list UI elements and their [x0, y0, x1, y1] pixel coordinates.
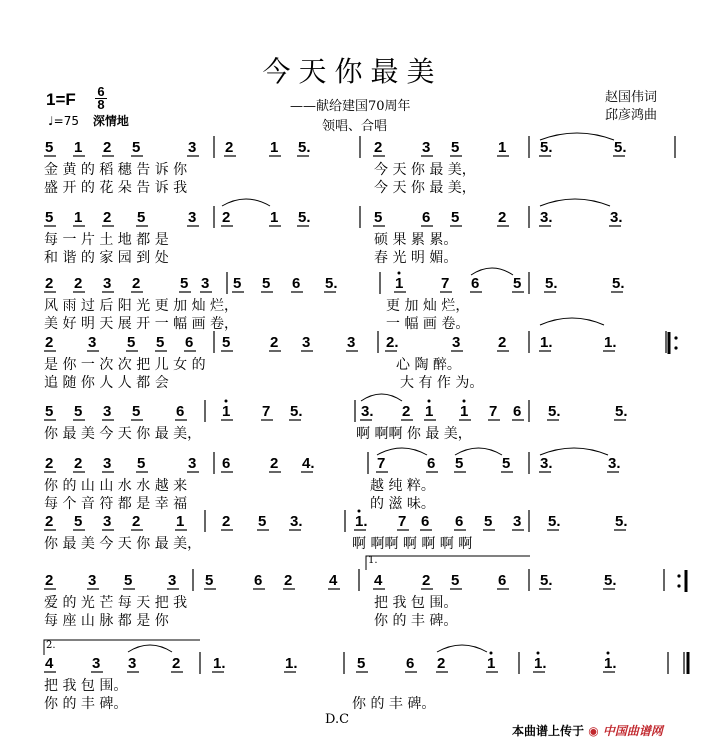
note: 4 — [45, 655, 54, 672]
note: 3 — [103, 455, 112, 472]
note: 5. — [290, 403, 303, 420]
note: 1 — [498, 139, 507, 156]
note: 3 — [452, 334, 461, 351]
note: 6 — [513, 403, 522, 420]
note: 5 — [74, 513, 83, 530]
note: 1 — [74, 139, 83, 156]
note: 2 — [132, 513, 141, 530]
note: 3 — [201, 275, 210, 292]
note: 2 — [103, 139, 112, 156]
lyric-verse-2: 你 的 丰 碑。 — [44, 696, 128, 712]
note: 2 — [270, 455, 279, 472]
note: 2 — [374, 139, 383, 156]
note: 1 — [176, 513, 185, 530]
footer-brand: 中国曲谱网 — [602, 724, 663, 738]
note: 2 — [422, 572, 431, 589]
high-octave-dot — [490, 652, 493, 655]
lyricist: 赵国伟词 — [605, 90, 658, 105]
high-octave-dot — [537, 652, 540, 655]
note: 5. — [548, 513, 561, 530]
note: 2 — [222, 209, 231, 226]
note: 5 — [374, 209, 383, 226]
note: 5 — [45, 139, 54, 156]
note: 4. — [302, 455, 315, 472]
lyric-verse-1: 是 你 一 次 次 把 儿 女 的 — [44, 357, 206, 373]
note: 3 — [128, 655, 137, 672]
note: 2 — [45, 334, 54, 351]
note: 6 — [176, 403, 185, 420]
note: 6 — [292, 275, 301, 292]
note: 7 — [441, 275, 450, 292]
note: 1. — [213, 655, 226, 672]
site-logo-icon: ◉ — [588, 724, 599, 738]
note: 5 — [455, 455, 464, 472]
repeat-dot — [677, 584, 680, 587]
note: 5. — [540, 572, 553, 589]
note: 5 — [132, 139, 141, 156]
note: 3 — [302, 334, 311, 351]
lyric-verse-2: 你 的 丰 碑。 — [352, 696, 436, 712]
note: 3. — [540, 455, 553, 472]
ending-1-label: 1. — [368, 555, 378, 566]
note: 3. — [290, 513, 303, 530]
note: 5. — [548, 403, 561, 420]
note: 1 — [270, 209, 279, 226]
ending-2-label: 2. — [46, 640, 56, 651]
note: 5 — [137, 455, 146, 472]
note: 5. — [615, 403, 628, 420]
note: 3 — [88, 572, 97, 589]
note: 1. — [285, 655, 298, 672]
note: 3 — [103, 275, 112, 292]
high-octave-dot — [398, 272, 401, 275]
note: 7 — [262, 403, 271, 420]
note: 2 — [74, 455, 83, 472]
tempo: ♩=75 — [48, 114, 79, 128]
tie-arc — [540, 318, 604, 325]
note: 5 — [451, 209, 460, 226]
lyric-verse-1: 你 最 美 今 天 你 最 美， — [44, 426, 202, 442]
repeat-dot — [677, 574, 680, 577]
note: 1. — [534, 655, 547, 672]
repeat-dot — [674, 346, 677, 349]
tie-arc — [540, 448, 608, 455]
lyric-verse-2: 美 好 明 天 展 开 一 幅 画 卷， — [44, 316, 239, 332]
note: 4 — [329, 572, 338, 589]
tie-arc — [437, 645, 487, 652]
note: 7 — [398, 513, 407, 530]
lyric-verse-1: 你 的 山 山 水 水 越 来 — [44, 478, 188, 494]
note: 5 — [74, 403, 83, 420]
note: 5 — [502, 455, 511, 472]
tie-arc — [361, 394, 402, 401]
lyric-verse-1: 更 加 灿 烂， — [386, 298, 470, 314]
note: 1 — [74, 209, 83, 226]
lyric-verse-1: 把 我 包 围。 — [374, 595, 458, 611]
lyric-verse-1: 硕 果 累 累。 — [374, 232, 458, 248]
note: 5. — [615, 513, 628, 530]
note: 2 — [45, 513, 54, 530]
note: 5 — [45, 403, 54, 420]
note: 6 — [185, 334, 194, 351]
note: 5. — [604, 572, 617, 589]
high-octave-dot — [607, 652, 610, 655]
note: 2 — [222, 513, 231, 530]
note: 5 — [124, 572, 133, 589]
note: 3 — [103, 403, 112, 420]
note: 5 — [357, 655, 366, 672]
note: 5 — [451, 139, 460, 156]
note: 1 — [270, 139, 279, 156]
note: 3 — [88, 334, 97, 351]
note: 5 — [45, 209, 54, 226]
note: 5 — [127, 334, 136, 351]
lyric-verse-1: 越 纯 粹。 — [370, 478, 435, 494]
note: 1. — [355, 513, 368, 530]
note: 2 — [45, 275, 54, 292]
note: 7 — [377, 455, 386, 472]
note: 2 — [225, 139, 234, 156]
note: 3 — [92, 655, 101, 672]
note: 1 — [425, 403, 434, 420]
lyric-verse-1: 今 天 你 最 美， — [374, 162, 476, 178]
subtitle: ——献给建国70周年 — [290, 99, 411, 114]
note: 3. — [610, 209, 623, 226]
note: 2 — [498, 209, 507, 226]
note: 5 — [484, 513, 493, 530]
note: 2 — [74, 275, 83, 292]
note: 3 — [188, 139, 197, 156]
note: 1 — [395, 275, 404, 292]
note: 5 — [513, 275, 522, 292]
note: 1 — [460, 403, 469, 420]
note: 2 — [172, 655, 181, 672]
note: 3 — [422, 139, 431, 156]
lyric-verse-1: 爱 的 光 芒 每 天 把 我 — [44, 595, 188, 611]
high-octave-dot — [463, 400, 466, 403]
high-octave-dot — [358, 510, 361, 513]
note: 2 — [270, 334, 279, 351]
note: 5. — [612, 275, 625, 292]
note: 5 — [233, 275, 242, 292]
lyric-verse-2: 每 座 山 脉 都 是 你 — [44, 613, 169, 629]
composer: 邱彦鸿曲 — [605, 108, 658, 123]
note: 1. — [604, 334, 617, 351]
note: 6 — [422, 209, 431, 226]
note: 2 — [45, 455, 54, 472]
note: 6 — [498, 572, 507, 589]
note: 5 — [205, 572, 214, 589]
note: 5. — [298, 209, 311, 226]
note: 2 — [498, 334, 507, 351]
note: 3. — [540, 209, 553, 226]
note: 6 — [455, 513, 464, 530]
note: 5 — [262, 275, 271, 292]
note: 1. — [604, 655, 617, 672]
footer-prefix: 本曲谱上传于 — [512, 724, 585, 738]
lyric-verse-1: 金 黄 的 稻 穗 告 诉 你 — [44, 162, 188, 178]
note: 5 — [222, 334, 231, 351]
lyric-verse-2: 一 幅 画 卷。 — [386, 316, 470, 332]
note: 2 — [103, 209, 112, 226]
lyric-verse-2: 今 天 你 最 美， — [374, 180, 476, 196]
note: 5 — [451, 572, 460, 589]
note: 6 — [421, 513, 430, 530]
high-octave-dot — [428, 400, 431, 403]
lyric-verse-2: 和 谐 的 家 园 到 处 — [44, 250, 169, 266]
note: 5 — [258, 513, 267, 530]
note: 2 — [132, 275, 141, 292]
note: 5. — [614, 139, 627, 156]
note: 2. — [386, 334, 399, 351]
tie-arc — [377, 448, 427, 455]
lyric-verse-2: 盛 开 的 花 朵 告 诉 我 — [44, 180, 188, 196]
song-title: 今天你最美 — [262, 55, 443, 88]
note: 3 — [188, 455, 197, 472]
note: 5 — [180, 275, 189, 292]
tie-arc — [540, 199, 610, 206]
note: 4 — [374, 572, 383, 589]
note: 5 — [132, 403, 141, 420]
tie-arc — [128, 645, 172, 652]
upload-credit — [512, 722, 663, 739]
note: 2 — [402, 403, 411, 420]
note: 3 — [347, 334, 356, 351]
lyric-verse-2: 你 的 丰 碑。 — [374, 613, 458, 629]
note: 2 — [284, 572, 293, 589]
note: 1 — [222, 403, 231, 420]
note: 3 — [513, 513, 522, 530]
lyric-verse-1: 每 一 片 土 地 都 是 — [44, 232, 169, 248]
time-denominator: 8 — [97, 97, 105, 112]
lyric-verse-1: 你 最 美 今 天 你 最 美， — [44, 536, 202, 552]
high-octave-dot — [225, 400, 228, 403]
dc-marking: D.C — [325, 712, 350, 727]
key-signature: 1=F — [46, 90, 76, 109]
note: 3 — [188, 209, 197, 226]
volta-bracket-2 — [44, 640, 200, 655]
note: 5 — [156, 334, 165, 351]
note: 2 — [437, 655, 446, 672]
lyric-verse-1: 啊 啊啊 你 最 美， — [356, 426, 472, 442]
time-numerator: 6 — [97, 84, 105, 99]
lyric-verse-2: 的 滋 味。 — [370, 496, 435, 512]
lyric-verse-1: 心 陶 醉。 — [396, 357, 461, 373]
note: 5 — [137, 209, 146, 226]
note: 5. — [298, 139, 311, 156]
lyric-verse-2: 大 有 作 为。 — [400, 375, 484, 391]
note: 6 — [427, 455, 436, 472]
lyric-verse-2: 春 光 明 媚。 — [374, 250, 458, 266]
note: 5. — [540, 139, 553, 156]
note: 3. — [608, 455, 621, 472]
lyric-verse-1: 风 雨 过 后 阳 光 更 加 灿 烂， — [44, 298, 239, 314]
tie-arc — [471, 268, 513, 275]
note: 1. — [540, 334, 553, 351]
note: 7 — [489, 403, 498, 420]
note: 3 — [103, 513, 112, 530]
lyric-verse-2: 每 个 音 符 都 是 幸 福 — [44, 496, 188, 512]
lyric-verse-2: 追 随 你 人 人 都 会 — [44, 375, 169, 391]
note: 5. — [545, 275, 558, 292]
lyric-verse-1: 把 我 包 围。 — [44, 678, 128, 694]
lyric-verse-1: 啊 啊啊 啊 啊 啊 啊 — [352, 536, 473, 552]
tie-arc — [455, 448, 502, 455]
repeat-dot — [674, 336, 677, 339]
note: 6 — [254, 572, 263, 589]
note: 6 — [471, 275, 480, 292]
performers: 领唱、合唱 — [322, 119, 388, 134]
tie-arc — [222, 199, 270, 206]
note: 1 — [487, 655, 496, 672]
note: 3. — [361, 403, 374, 420]
note: 5. — [325, 275, 338, 292]
note: 6 — [222, 455, 231, 472]
volta-bracket-1 — [366, 556, 530, 570]
note: 2 — [45, 572, 54, 589]
expression: 深情地 — [92, 114, 129, 128]
note: 6 — [406, 655, 415, 672]
note: 3 — [168, 572, 177, 589]
